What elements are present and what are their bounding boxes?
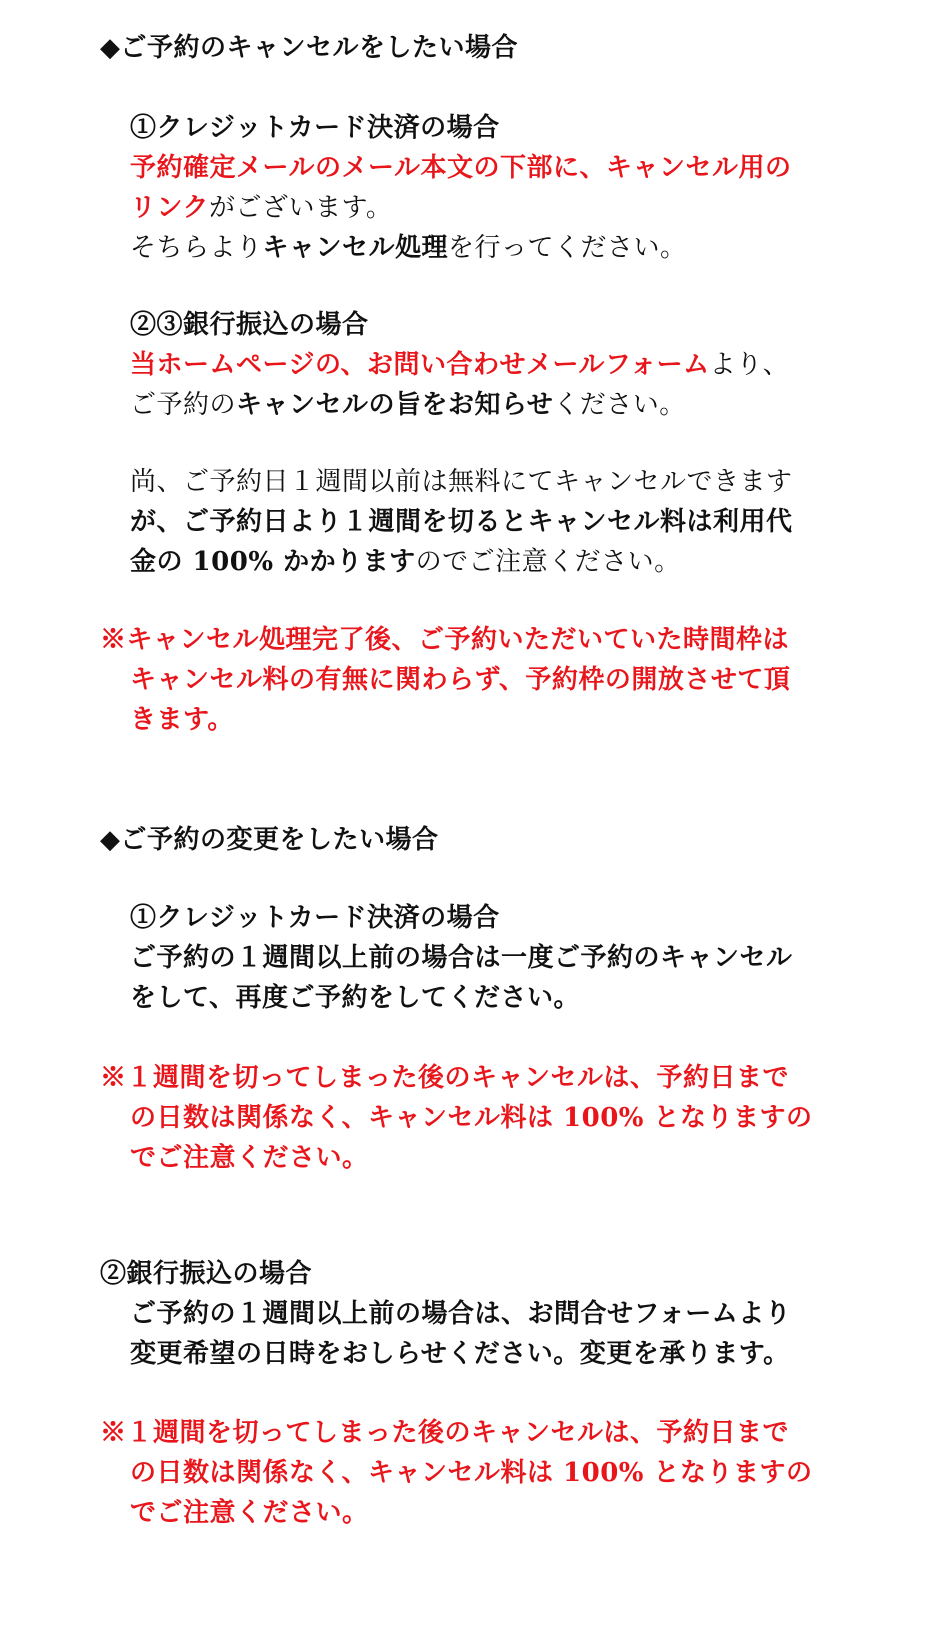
cancel-heading: ◆ご予約のキャンセルをしたい場合 bbox=[100, 33, 518, 63]
cancel-credit-line3-a: そちらより bbox=[130, 233, 263, 263]
cancel-note-line2: が、ご予約日より１週間を切るとキャンセル料は利用代 bbox=[130, 507, 793, 537]
cancel-warning-line2: キャンセル料の有無に関わらず、予約枠の開放させて頂 bbox=[130, 665, 791, 695]
cancel-credit-line1: 予約確定メールのメール本文の下部に、キャンセル用の bbox=[130, 153, 792, 183]
cancel-note-line3-a: 金の 100% かかります bbox=[130, 547, 416, 577]
cancel-note-line3-b: のでご注意ください。 bbox=[415, 547, 681, 577]
change-bank-warning-line1: ※１週間を切ってしまった後のキャンセルは、予約日まで bbox=[100, 1418, 790, 1448]
change-bank-title: ②銀行振込の場合 bbox=[100, 1259, 313, 1289]
change-credit-line2: をして、再度ご予約をしてください。 bbox=[130, 983, 580, 1013]
cancel-credit-line3-b: キャンセル処理 bbox=[262, 233, 449, 263]
cancel-note-line3 bbox=[130, 542, 681, 582]
cancel-credit-line3 bbox=[130, 228, 687, 268]
change-credit-title: ①クレジットカード決済の場合 bbox=[130, 903, 500, 933]
cancel-note-line1: 尚、ご予約日１週間以前は無料にてキャンセルできます bbox=[130, 467, 793, 497]
cancel-bank-line2 bbox=[130, 385, 686, 425]
cancel-link-text: リンク bbox=[130, 193, 209, 223]
change-bank-warning-line3: でご注意ください。 bbox=[130, 1498, 369, 1528]
change-bank-warning-line2: の日数は関係なく、キャンセル料は 100% となりますの bbox=[130, 1458, 813, 1488]
cancel-bank-line2-b: キャンセルの旨をお知らせ bbox=[236, 390, 554, 420]
change-bank-line2: 変更希望の日時をおしらせください。変更を承ります。 bbox=[130, 1339, 790, 1369]
cancel-warning-line3: きます。 bbox=[130, 705, 234, 735]
change-credit-line1: ご予約の１週間以上前の場合は一度ご予約のキャンセル bbox=[130, 943, 793, 973]
cancel-warning-line1: ※キャンセル処理完了後、ご予約いただいていた時間枠は bbox=[100, 625, 790, 655]
change-credit-warning-line2: の日数は関係なく、キャンセル料は 100% となりますの bbox=[130, 1103, 813, 1133]
cancel-bank-line2-a: ご予約の bbox=[130, 390, 237, 420]
cancel-credit-line2-rest: がございます。 bbox=[208, 193, 393, 223]
cancel-bank-line1-rest: より、 bbox=[709, 350, 790, 380]
contact-form-text: 当ホームページの、お問い合わせメールフォーム bbox=[130, 350, 710, 380]
cancel-bank-title: ②③銀行振込の場合 bbox=[130, 310, 369, 340]
cancel-credit-line3-c: を行ってください。 bbox=[448, 233, 687, 263]
change-bank-line1: ご予約の１週間以上前の場合は、お問合せフォームより bbox=[130, 1299, 792, 1329]
change-credit-warning-line1: ※１週間を切ってしまった後のキャンセルは、予約日まで bbox=[100, 1063, 790, 1093]
change-credit-warning-line3: でご注意ください。 bbox=[130, 1143, 369, 1173]
cancel-bank-line1 bbox=[130, 345, 789, 385]
change-heading: ◆ご予約の変更をしたい場合 bbox=[100, 825, 439, 855]
cancel-credit-line2 bbox=[130, 188, 392, 228]
cancel-bank-line2-c: ください。 bbox=[553, 390, 686, 420]
cancel-credit-title: ①クレジットカード決済の場合 bbox=[130, 113, 500, 143]
